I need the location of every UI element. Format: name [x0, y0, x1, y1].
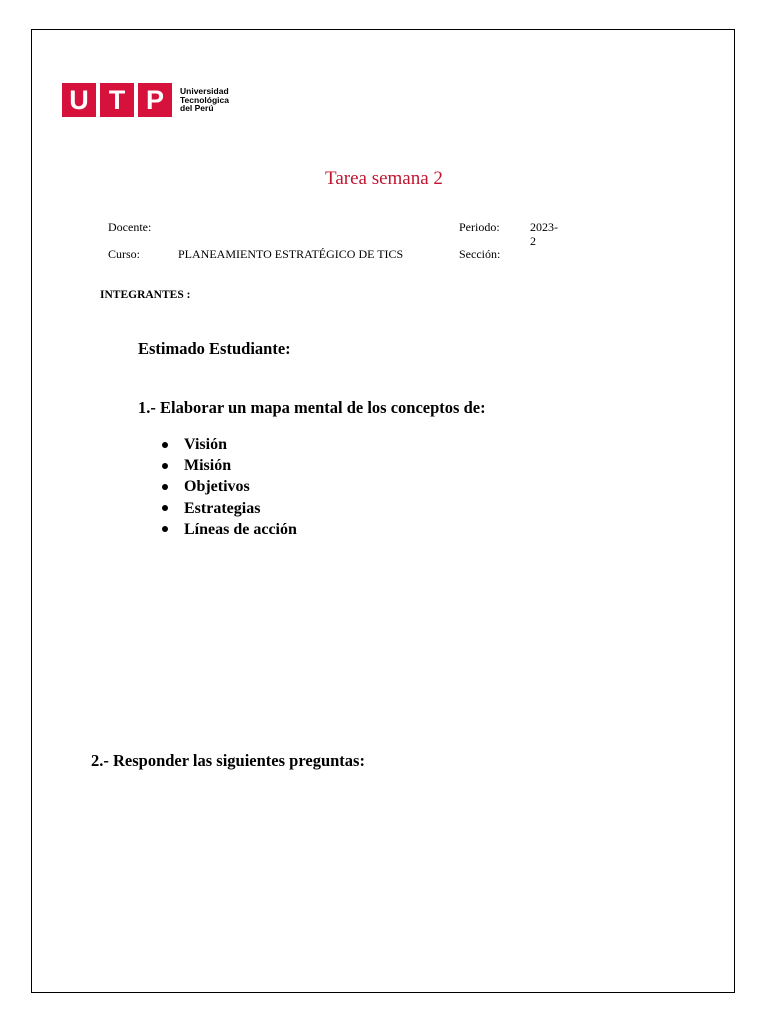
logo-line-3: del Perú [180, 103, 214, 114]
concept-list [160, 434, 297, 540]
list-item [160, 498, 297, 519]
logo-letter-p: P [138, 83, 172, 117]
bullet-icon [162, 526, 168, 532]
bullet-icon [162, 442, 168, 448]
periodo-label: Periodo: [459, 220, 500, 234]
concept-text: Misión [184, 457, 232, 475]
greeting: Estimado Estudiante: [138, 339, 291, 358]
curso-label: Curso: [108, 247, 141, 261]
utp-logo [62, 83, 229, 117]
periodo-value-line-2: 2 [530, 234, 536, 248]
logo-line-1: Universidad [180, 86, 229, 97]
logo-line-2: Tecnológica [180, 94, 229, 105]
bullet-icon [162, 505, 168, 511]
bullet-icon [162, 463, 168, 469]
docente-label: Docente: [108, 220, 152, 234]
bullet-icon [162, 484, 168, 490]
logo-letter-t: T [100, 83, 134, 117]
list-item [160, 476, 297, 497]
logo-wordmark [180, 87, 229, 113]
list-item [160, 434, 297, 455]
document-title [0, 168, 768, 190]
curso-value: PLANEAMIENTO ESTRATÉGICO DE TICS [178, 247, 404, 261]
periodo-value-line-1: 2023- [530, 220, 558, 234]
integrantes-label: INTEGRANTES : [100, 289, 191, 301]
concept-text: Líneas de acción [184, 520, 297, 538]
list-item [160, 519, 297, 540]
question-1: 1.- Elaborar un mapa mental de los conceptos de: [138, 398, 486, 417]
seccion-label: Sección: [459, 247, 501, 261]
concept-text: Visión [184, 436, 227, 453]
concept-text: Estrategias [184, 499, 261, 517]
document-title-text: Tarea semana 2 [325, 168, 443, 189]
concept-text: Objetivos [184, 478, 250, 496]
logo-letter-u: U [62, 83, 96, 117]
question-2: 2.- Responder las siguientes preguntas: [91, 751, 365, 770]
list-item [160, 455, 297, 476]
